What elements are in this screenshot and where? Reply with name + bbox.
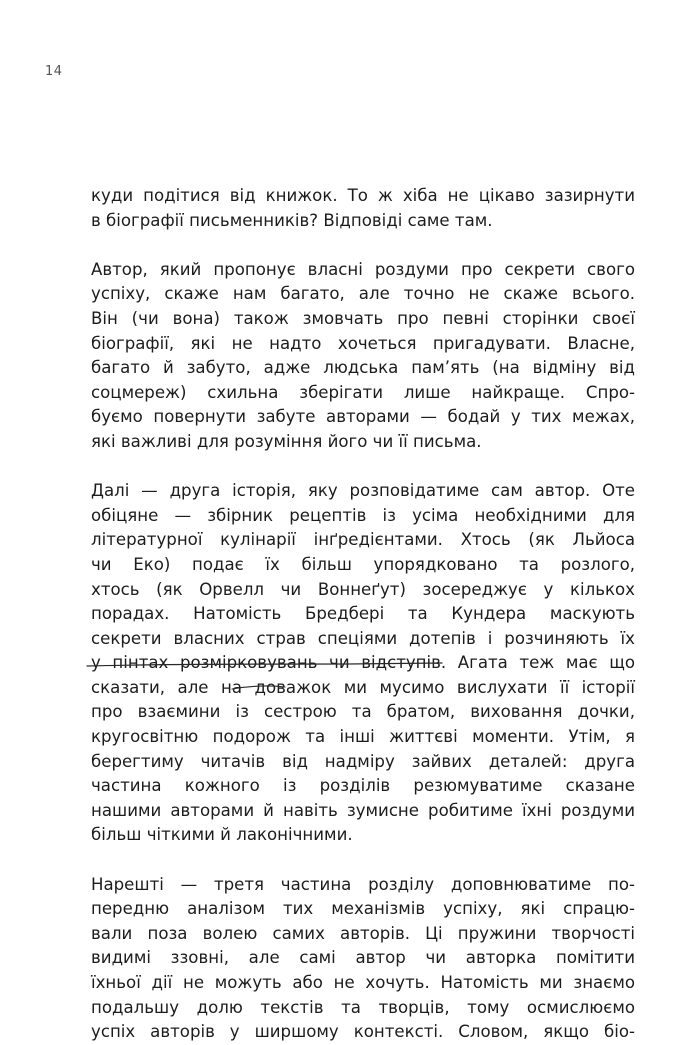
paragraph-2 [91, 258, 635, 455]
text-line: про взаємини із сестрою та братом, виховання дочки, [91, 702, 635, 722]
text-line: Нарешті — третя частина розділу доповнюватиме по- [91, 874, 635, 894]
text-line: частина кожного із розділів резюмуватиме сказане [91, 776, 635, 796]
text-line: сказати, але на доважок ми мусимо вислухати її історії [91, 677, 635, 697]
text-line: більш чіткими й лаконічними. [91, 825, 353, 845]
paragraph-3 [91, 479, 635, 848]
text-line: нашими авторами й навіть зумисне робитиме їхні роздуми [91, 800, 635, 820]
body-text [91, 184, 635, 1045]
text-line: Далі — друга історія, яку розповідатиме сам автор. Оте [91, 481, 635, 501]
text-line: Автор, який пропонує власні роздуми про секрети свого [91, 259, 635, 279]
text-line: які важливі для розуміння його чи її письма. [91, 431, 482, 451]
text-line: хтось (як Орвелл чи Воннеґут) зосереджує у кількох [91, 579, 635, 599]
text-line: порадах. Натомість Бредбері та Кундера маскують [91, 604, 635, 624]
text-line: передню аналізом тих механізмів успіху, які спрацю- [91, 899, 635, 919]
text-line: подальшу долю текстів та творців, тому осмислюємо [91, 997, 635, 1017]
text-line: кругосвітню подорож та інші життєві моменти. Утім, я [91, 727, 635, 747]
text-line: видимі ззовні, але самі автор чи авторка помітити [91, 948, 635, 968]
paragraph-4 [91, 873, 635, 1045]
text-line: берегтиму читачів від надміру зайвих деталей: друга [91, 751, 635, 771]
text-line: біографії, які не надто хочеться пригадувати. Власне, [91, 333, 635, 353]
text-line: багато й забуто, адже людська пам’ять (на відміну від [91, 358, 635, 378]
text-line: соцмереж) схильна зберігати лише найкраще. Спро- [91, 382, 635, 402]
text-line: їхньої дії не можуть або не хочуть. Натомість ми знаємо [91, 973, 635, 992]
text-line: обіцяне — збірник рецептів із усіма необхідними для [91, 505, 635, 525]
text-line: Він (чи вона) також змовчать про певні сторінки своєї [91, 308, 635, 328]
text-line: успіх авторів у ширшому контексті. Словом, якщо біо- [91, 1022, 635, 1042]
text-line: літературної кулінарії інґредієнтами. Хтось (як Льйоса [91, 530, 635, 550]
text-line: чи Еко) подає їх більш упорядковано та розлого, [91, 554, 635, 574]
text-line: успіху, скаже нам багато, але точно не скаже всього. [91, 284, 635, 304]
paragraph-1 [91, 184, 635, 233]
text-line: вали поза волею самих авторів. Ці пружини творчості [91, 923, 635, 943]
text-line: секрети власних страв спеціями дотепів і розчиняють їх [91, 628, 635, 648]
text-line: в біографії письменників? Відповіді саме там. [91, 210, 493, 230]
text-line: куди подітися від книжок. То ж хіба не цікаво зазирнути [91, 186, 635, 205]
text-line: буємо повернути забуте авторами — бодай у тих межах, [91, 407, 635, 427]
text-line: у пінтах розмірковувань чи відступів. Агата теж має що [91, 653, 635, 673]
page-number: 14 [45, 64, 63, 79]
